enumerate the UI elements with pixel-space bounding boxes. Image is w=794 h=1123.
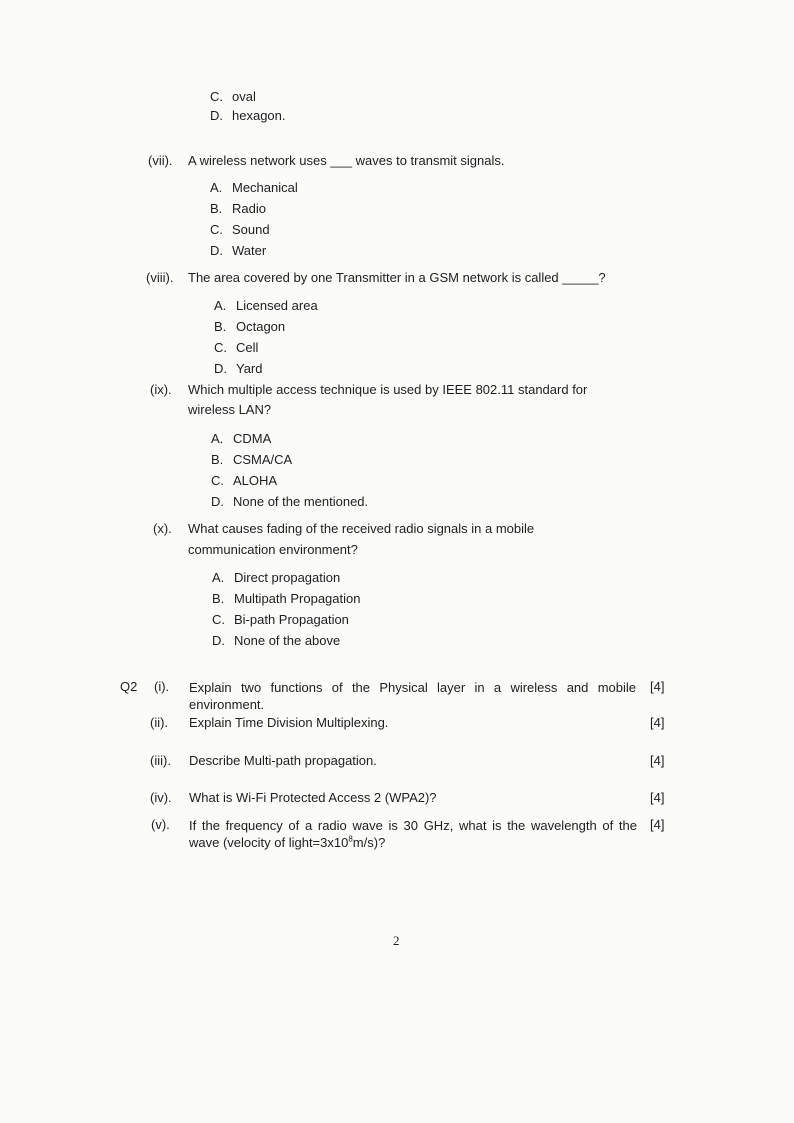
question-number: (viii). [146,270,174,285]
option-letter: C. [210,89,223,104]
option-letter: C. [211,473,224,488]
question-text: A wireless network uses ___ waves to transmit signals. [188,153,505,168]
option-text: Direct propagation [234,570,341,585]
option-text: Water [232,243,267,258]
q2-item-number: (iv). [150,790,172,805]
option-text: Licensed area [236,298,318,313]
option-text: Octagon [236,319,286,334]
marks-badge: [4] [650,817,665,832]
option-text: Cell [236,340,259,355]
option-letter: C. [210,222,223,237]
option-letter: D. [212,633,225,648]
page-number: 2 [393,933,400,948]
option-text: ALOHA [233,473,278,488]
option-text: Sound [232,222,270,237]
option-letter: C. [212,612,225,627]
q2-item-number: (i). [154,679,170,694]
option-text: hexagon. [232,108,286,123]
option-letter: D. [211,494,224,509]
exponent: 8 [348,834,353,844]
q2-item-number: (iii). [150,753,171,768]
marks-badge: [4] [650,715,665,730]
marks-badge: [4] [650,753,665,768]
option-letter: D. [214,361,227,376]
question-number: (ix). [150,382,172,397]
question-text-line: Which multiple access technique is used by IEEE 802.11 standard for [188,382,588,397]
option-text: None of the mentioned. [233,494,369,509]
question-number: (vii). [148,153,173,168]
option-letter: B. [210,201,223,216]
q2-item-text: Explain Time Division Multiplexing. [189,715,389,730]
option-letter: C. [214,340,227,355]
option-text: Radio [232,201,266,216]
option-text: Yard [236,361,263,376]
option-letter: B. [212,591,225,606]
option-text: CDMA [233,431,272,446]
option-letter: A. [211,431,224,446]
question-number: (x). [153,521,172,536]
q2-item-text [189,817,637,851]
q2-item-text: Describe Multi-path propagation. [189,753,377,768]
q2-item-text: What is Wi-Fi Protected Access 2 (WPA2)? [189,790,437,805]
option-text: oval [232,89,256,104]
option-letter: D. [210,243,223,258]
option-text: None of the above [234,633,341,648]
question-text-line: communication environment? [188,542,358,557]
q2-item-text: Explain two functions of the Physical layer in a wireless and mobile environment. [189,680,636,712]
marks-badge: [4] [650,679,665,694]
q2-label: Q2 [120,679,138,694]
q2-item-text-part: m/s)? [352,835,386,850]
option-text: Mechanical [232,180,298,195]
option-letter: D. [210,108,223,123]
option-text: CSMA/CA [233,452,293,467]
question-text: The area covered by one Transmitter in a GSM network is called _____? [188,270,606,285]
option-text: Multipath Propagation [234,591,361,606]
marks-badge: [4] [650,790,665,805]
option-letter: A. [210,180,223,195]
q2-item-number: (v). [151,817,170,832]
question-text-line: wireless LAN? [188,402,272,417]
option-letter: A. [212,570,225,585]
option-letter: A. [214,298,227,313]
q2-item-number: (ii). [150,715,169,730]
option-letter: B. [214,319,227,334]
option-letter: B. [211,452,224,467]
option-text: Bi-path Propagation [234,612,349,627]
q2-item-text-part: If the frequency of a radio wave is 30 GHz, what is the wavelength of the wave (velocity of light=3x10 [189,818,637,850]
question-text-line: What causes fading of the received radio signals in a mobile [188,521,535,536]
